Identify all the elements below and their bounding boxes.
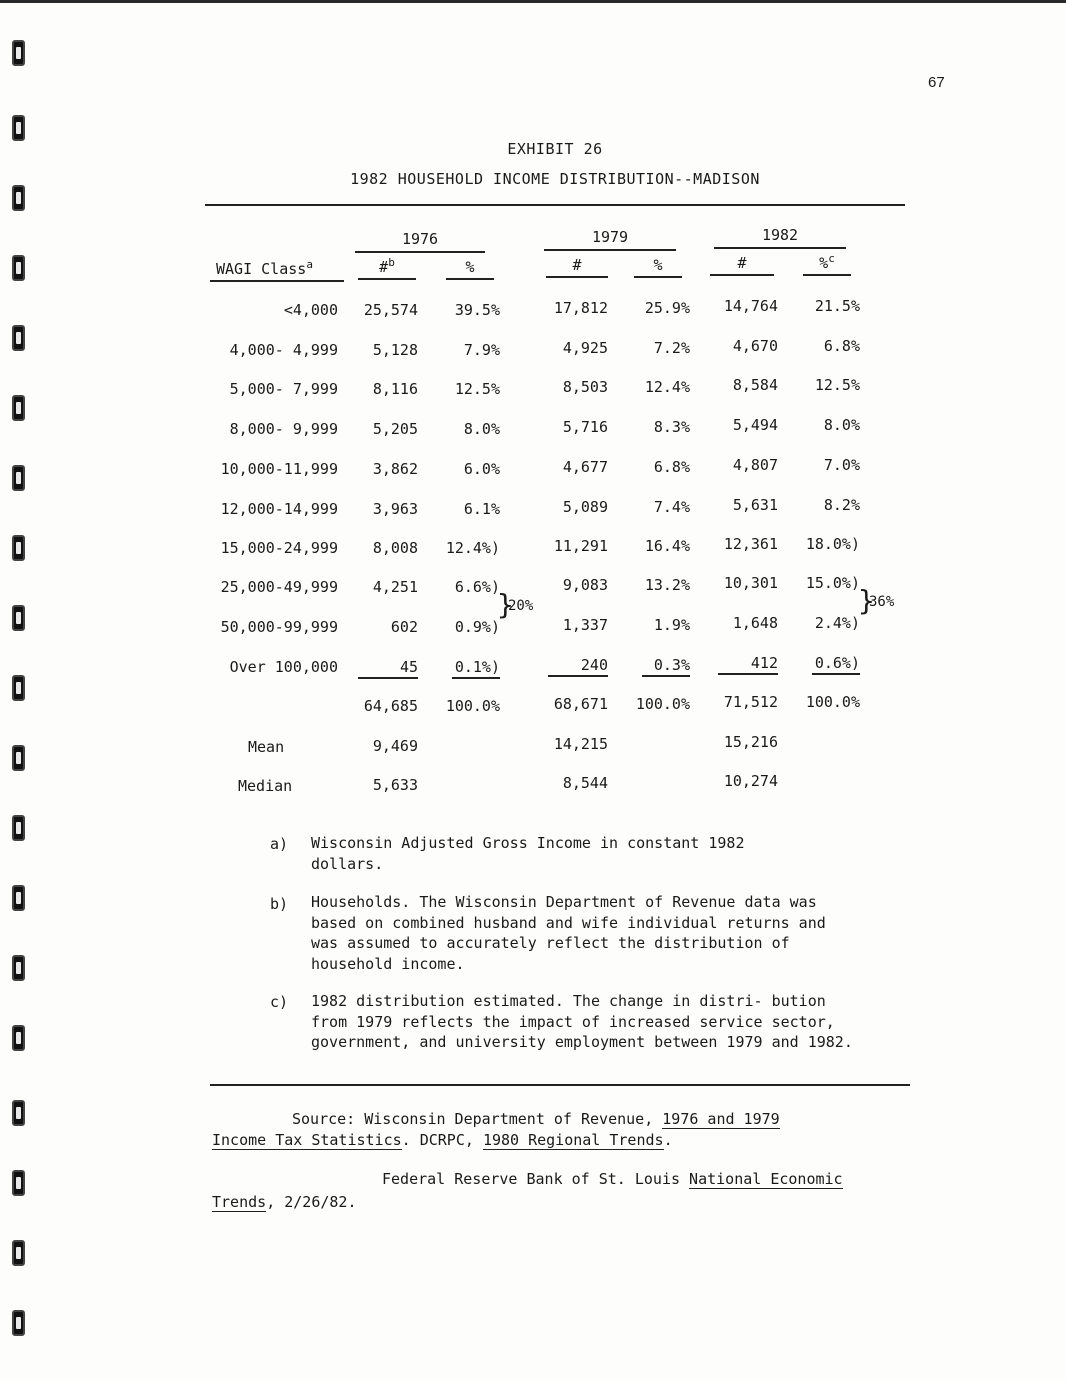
year-header-1979: 1979: [544, 228, 676, 251]
source-line-4: [212, 1193, 357, 1211]
total-1982-count: 71,512: [723, 693, 778, 711]
table-cell-p79: 25.9%: [644, 299, 690, 317]
table-cell-p76: 8.0%: [463, 420, 500, 438]
total-1976-count: 64,685: [363, 697, 418, 715]
col-header-1979-pct: %: [634, 256, 682, 278]
binder-hole: [12, 1170, 25, 1196]
table-cell-p76: 6.0%: [463, 460, 500, 478]
binder-hole: [12, 185, 25, 211]
bracket-1982-value: 36%: [869, 594, 895, 610]
underlined-value: 0.3%: [642, 656, 690, 677]
table-cell-c76: 5,128: [372, 341, 418, 359]
table-cell-p82: 8.0%: [823, 416, 860, 434]
total-1979-count: 68,671: [553, 695, 608, 713]
source-title-1b: Income Tax Statistics: [212, 1131, 402, 1149]
row-label: 4,000- 4,999: [229, 341, 338, 359]
year-header-1976: 1976: [355, 230, 485, 253]
mean-1982: 15,216: [723, 733, 778, 751]
row-label: Over 100,000: [229, 658, 338, 676]
source-end: .: [663, 1131, 673, 1149]
bracket-1976: }: [497, 588, 514, 621]
source-line-1: [292, 1110, 780, 1128]
table-cell-p82: 8.2%: [823, 496, 860, 514]
row-header: [210, 258, 344, 282]
pct-footnote: c: [828, 252, 835, 265]
binder-hole: [12, 40, 25, 66]
table-cell-p79: 12.4%: [644, 378, 690, 396]
source-title-2: 1980 Regional Trends: [482, 1131, 664, 1149]
mean-label: Mean: [248, 738, 285, 756]
underlined-value: 45: [358, 658, 418, 679]
table-cell-c79: 8,503: [562, 378, 608, 396]
binder-hole: [12, 115, 25, 141]
table-cell-p79: 6.8%: [653, 458, 690, 476]
table-cell-c82: 4,807: [732, 456, 778, 474]
total-1976-pct: 100.0%: [445, 697, 500, 715]
row-label: 8,000- 9,999: [229, 420, 338, 438]
row-label: 15,000-24,999: [220, 539, 338, 557]
binder-hole: [12, 535, 25, 561]
top-edge-line: [0, 0, 1066, 3]
median-1976: 5,633: [372, 776, 418, 794]
binder-hole: [12, 395, 25, 421]
table-cell-c76: [340, 658, 418, 679]
row-header-footnote: a: [306, 258, 313, 271]
binder-hole: [12, 955, 25, 981]
table-cell-c79: 5,716: [562, 418, 608, 436]
table-cell-c79: 17,812: [553, 299, 608, 317]
median-label: Median: [238, 777, 293, 795]
table-cell-c76: 3,963: [372, 500, 418, 518]
binder-hole: [12, 1240, 25, 1266]
col-header-1982-pct: [803, 252, 851, 276]
bracket-1982: }: [858, 584, 875, 617]
table-cell-c79: 9,083: [562, 576, 608, 594]
table-cell-c82: 8,584: [732, 376, 778, 394]
count-label: #: [379, 258, 389, 276]
source-title-3b: Trends: [212, 1193, 267, 1211]
source-title-3a: National Economic: [689, 1170, 843, 1188]
median-1982: 10,274: [723, 772, 778, 790]
table-cell-p79: 1.9%: [653, 616, 690, 634]
table-bottom-rule: [210, 1084, 910, 1086]
table-cell-c82: [698, 654, 778, 675]
binder-hole: [12, 815, 25, 841]
table-cell-p82: 6.8%: [823, 337, 860, 355]
table-cell-c82: 12,361: [723, 535, 778, 553]
table-cell-c79: 11,291: [553, 537, 608, 555]
row-label: 5,000- 7,999: [229, 380, 338, 398]
binder-hole: [12, 255, 25, 281]
pct-label: %: [819, 254, 829, 272]
table-cell-p79: 8.3%: [653, 418, 690, 436]
table-cell-c82: 14,764: [723, 297, 778, 315]
row-label: <4,000: [283, 301, 338, 319]
table-cell-p76: 7.9%: [463, 341, 500, 359]
underlined-value: 412: [718, 654, 778, 675]
note-b-label: b): [270, 895, 289, 913]
count-footnote: b: [388, 256, 395, 269]
underlined-value: 0.6%): [812, 654, 860, 675]
table-cell-p82: 12.5%: [814, 376, 860, 394]
table-cell-c76: 4,251: [372, 578, 418, 596]
source-prefix: Source: Wisconsin Department of Revenue,: [292, 1110, 663, 1128]
table-cell-c76: 8,008: [372, 539, 418, 557]
table-cell-p79: 16.4%: [644, 537, 690, 555]
mean-1976: 9,469: [372, 737, 418, 755]
table-cell-p79: [610, 656, 690, 677]
table-cell-c76: 602: [390, 618, 418, 636]
table-cell-p76: 12.5%: [454, 380, 500, 398]
table-cell-c79: 5,089: [562, 498, 608, 516]
table-cell-c76: 5,205: [372, 420, 418, 438]
source-line4-end: , 2/26/82.: [266, 1193, 357, 1211]
year-header-1982: 1982: [714, 226, 846, 249]
table-cell-c76: 3,862: [372, 460, 418, 478]
table-cell-c79: 4,925: [562, 339, 608, 357]
note-b-text: Households. The Wisconsin Department of Revenue data was based on combined husband and wife individual returns and was assumed to accurately reflect the distribution of household income.: [311, 893, 826, 973]
bracket-1976-value: 20%: [508, 598, 534, 614]
binder-hole: [12, 675, 25, 701]
row-label: 10,000-11,999: [220, 460, 338, 478]
source-line3-prefix: Federal Reserve Bank of St. Louis: [382, 1170, 690, 1188]
col-header-1976-pct: %: [446, 258, 494, 280]
row-label: 12,000-14,999: [220, 500, 338, 518]
table-cell-c79: [528, 656, 608, 677]
col-header-1982-count: #: [710, 254, 774, 276]
total-1979-pct: 100.0%: [635, 695, 690, 713]
note-c-label: c): [270, 993, 289, 1011]
table-cell-p82: 2.4%): [814, 614, 860, 632]
table-cell-p79: 7.4%: [653, 498, 690, 516]
mean-1979: 14,215: [553, 735, 608, 753]
table-cell-c82: 5,494: [732, 416, 778, 434]
binder-hole: [12, 745, 25, 771]
table-cell-c82: 4,670: [732, 337, 778, 355]
table-cell-p82: 21.5%: [814, 297, 860, 315]
table-cell-c82: 10,301: [723, 574, 778, 592]
row-label: 50,000-99,999: [220, 618, 338, 636]
table-cell-p76: 0.9%): [454, 618, 500, 636]
binder-hole: [12, 1100, 25, 1126]
table-cell-p76: 6.6%): [454, 578, 500, 596]
source-title-1a: 1976 and 1979: [662, 1110, 780, 1128]
table-cell-p82: 18.0%): [805, 535, 860, 553]
total-1982-pct: 100.0%: [805, 693, 860, 711]
exhibit-label: EXHIBIT 26: [507, 140, 603, 158]
table-cell-p79: 7.2%: [653, 339, 690, 357]
source-mid: . DCRPC,: [401, 1131, 483, 1149]
note-a-text: Wisconsin Adjusted Gross Income in constant 1982 dollars.: [311, 834, 745, 873]
binder-hole: [12, 325, 25, 351]
table-cell-p79: 13.2%: [644, 576, 690, 594]
median-1979: 8,544: [562, 774, 608, 792]
row-label: 25,000-49,999: [220, 578, 338, 596]
binder-hole: [12, 885, 25, 911]
binder-hole: [12, 605, 25, 631]
underlined-value: 0.1%): [452, 658, 500, 679]
table-cell-c79: 1,337: [562, 616, 608, 634]
table-cell-c82: 1,648: [732, 614, 778, 632]
binder-hole: [12, 465, 25, 491]
table-cell-p82: [780, 654, 860, 675]
col-header-1976-count: [358, 256, 416, 280]
table-cell-c76: 25,574: [363, 301, 418, 319]
table-cell-p76: 39.5%: [454, 301, 500, 319]
table-cell-p82: 7.0%: [823, 456, 860, 474]
table-cell-c76: 8,116: [372, 380, 418, 398]
binder-hole: [12, 1310, 25, 1336]
table-cell-c79: 4,677: [562, 458, 608, 476]
table-cell-p82: 15.0%): [805, 574, 860, 592]
note-a-label: a): [270, 835, 289, 853]
note-c-text: 1982 distribution estimated. The change in distri- bution from 1979 reflects the impact of increased service sector, government, and university employment between 1979 and 1982.: [311, 992, 853, 1051]
table-cell-p76: 6.1%: [463, 500, 500, 518]
underlined-value: 240: [548, 656, 608, 677]
source-line-3: [382, 1170, 843, 1188]
table-cell-c82: 5,631: [732, 496, 778, 514]
table-cell-p76: 12.4%): [445, 539, 500, 557]
source-line-2: [212, 1131, 673, 1149]
page-title: 1982 HOUSEHOLD INCOME DISTRIBUTION--MADISON: [350, 170, 760, 188]
row-header-label: WAGI Class: [216, 260, 307, 278]
page-number: 67: [928, 74, 945, 91]
col-header-1979-count: #: [546, 256, 608, 278]
table-top-rule: [205, 204, 905, 206]
table-cell-p76: [420, 658, 500, 679]
binder-hole: [12, 1025, 25, 1051]
